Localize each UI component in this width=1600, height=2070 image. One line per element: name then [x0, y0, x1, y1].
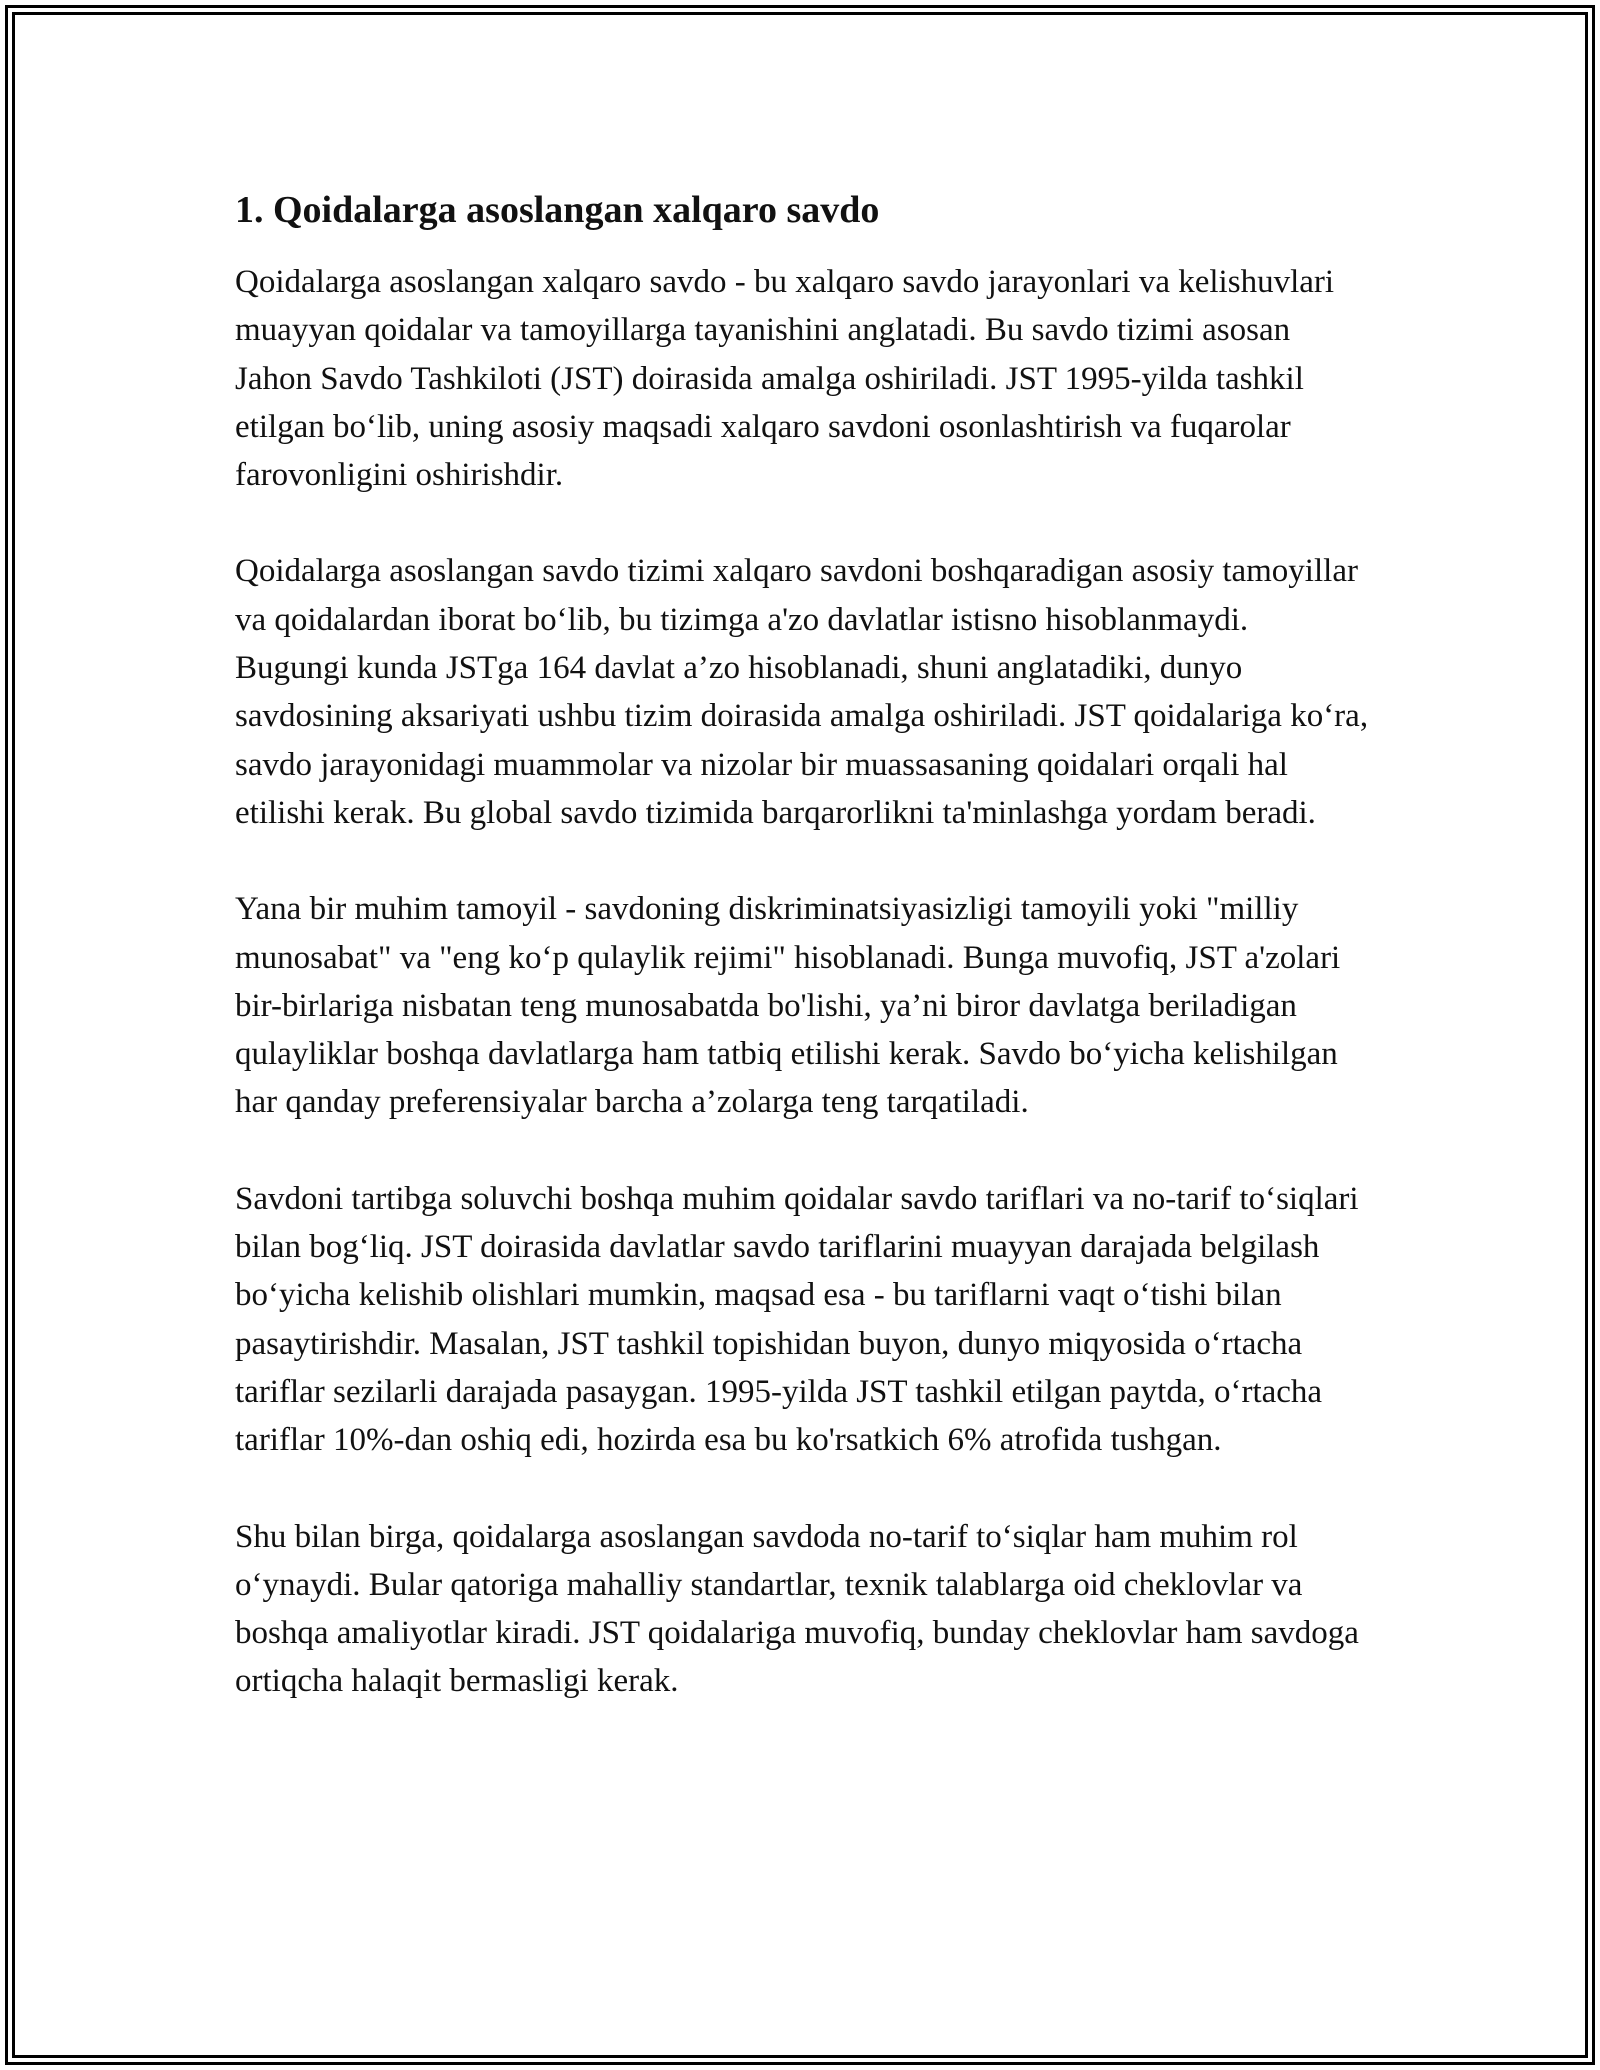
paragraph-3: Yana bir muhim tamoyil - savdoning diskriminatsiyasizligi tamoyili yoki "milliy munosabat" va "eng ko‘p qulaylik rejimi" hisoblanadi. Bunga muvofiq, JST a'zolari bir-birlariga nisbatan teng munosabatda bo'lishi, ya’ni biror davlatga beriladigan qulayliklar boshqa davlatlarga ham tatbiq etilishi kerak. Savdo bo‘yicha kelishilgan har qanday preferensiyalar barcha a’zolarga teng tarqatiladi. — [235, 891, 1341, 1121]
paragraph-2: Qoidalarga asoslangan savdo tizimi xalqaro savdoni boshqaradigan asosiy tamoyillar va qoidalardan iborat bo‘lib, bu tizimga a'zo davlatlar istisno hisoblanmaydi. Bugungi kunda JSTga 164 davlat a’zo hisoblanadi, shuni anglatadiki, dunyo savdosining aksariyati ushbu tizim doirasida amalga oshiriladi. JST qoidalariga ko‘ra, savdo jarayonidagi muammolar va nizolar bir muassasaning qoidalari orqali hal etilishi kerak. Bu global savdo tizimida barqarorlikni ta'minlashga yordam beradi. — [235, 553, 1369, 831]
section-heading: 1. Qoidalarga asoslangan xalqaro savdo — [235, 189, 880, 231]
paragraph-4: Savdoni tartibga soluvchi boshqa muhim qoidalar savdo tariflari va no-tarif to‘siqlari bilan bog‘liq. JST doirasida davlatlar savdo tariflarini muayyan darajada belgilash bo‘yicha kelishib olishlari mumkin, maqsad esa - bu tariflarni vaqt o‘tishi bilan pasaytirishdir. Masalan, JST tashkil topishidan buyon, dunyo miqyosida o‘rtacha tariflar sezilarli darajada pasaygan. 1995-yilda JST tashkil etilgan paytda, o‘rtacha tariflar 10%-dan oshiq edi, hozirda esa bu ko'rsatkich 6% atrofida tushgan. — [235, 1180, 1359, 1459]
document-body — [235, 184, 1370, 1754]
paragraph-5: Shu bilan birga, qoidalarga asoslangan savdoda no-tarif to‘siqlar ham muhim rol o‘ynaydi. Bular qatoriga mahalliy standartlar, texnik talablarga oid cheklovlar va boshqa amaliyotlar kiradi. JST qoidalariga muvofiq, bunday cheklovlar ham savdoga ortiqcha halaqit bermasligi kerak. — [235, 1518, 1359, 1700]
paragraph-1: Qoidalarga asoslangan xalqaro savdo - bu xalqaro savdo jarayonlari va kelishuvlari muayyan qoidalar va tamoyillarga tayanishini anglatadi. Bu savdo tizimi asosan Jahon Savdo Tashkiloti (JST) doirasida amalga oshiriladi. JST 1995-yilda tashkil etilgan bo‘lib, uning asosiy maqsadi xalqaro savdoni osonlashtirish va fuqarolar farovonligini oshirishdir. — [235, 264, 1335, 494]
